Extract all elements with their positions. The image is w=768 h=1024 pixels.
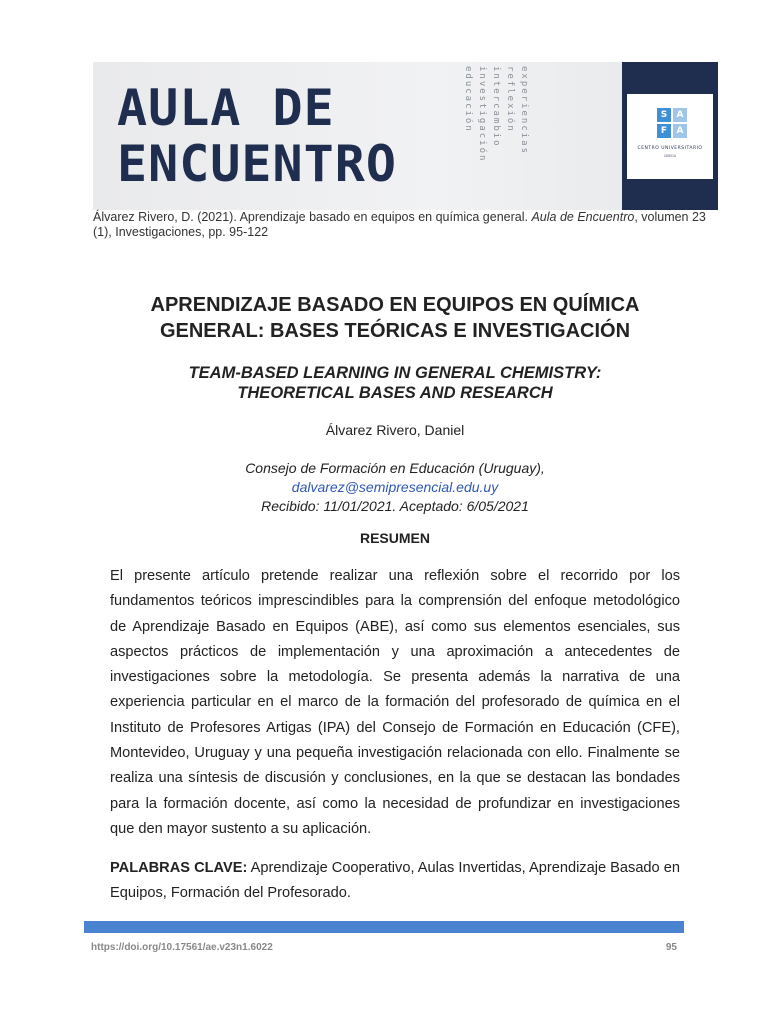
logo-cell: A — [673, 124, 687, 138]
keywords-label: PALABRAS CLAVE: — [110, 860, 248, 876]
doi-link[interactable]: https://doi.org/10.17561/ae.v23n1.6022 — [91, 942, 273, 953]
citation-text: Álvarez Rivero, D. (2021). Aprendizaje basado en equipos en química general. — [93, 210, 532, 224]
footer-bar — [84, 921, 684, 933]
journal-banner — [93, 62, 718, 210]
journal-title-line2: ENCUENTRO — [117, 135, 397, 193]
submission-dates: Recibido: 11/01/2021. Aceptado: 6/05/2021 — [261, 498, 529, 514]
journal-title-line1: AULA DE — [117, 79, 335, 137]
abstract-heading: RESUMEN — [359, 530, 430, 546]
keywords-text: Aprendizaje Cooperativo, Aulas Invertidas, Aprendizaje Basado en Equipos, Formación del Profesorado. — [110, 860, 680, 902]
author-email-link[interactable]: dalvarez@semipresencial.edu.uy — [291, 479, 499, 495]
logo-mark — [657, 108, 687, 138]
logo-cell: A — [673, 108, 687, 122]
logo-panel — [622, 62, 718, 210]
affiliation — [90, 459, 700, 516]
citation — [93, 210, 720, 240]
page-number: 95 — [665, 942, 677, 953]
logo-cell: F — [657, 124, 671, 138]
citation-journal: Aula de Encuentro — [531, 210, 635, 224]
vertical-keywords — [463, 66, 529, 206]
vertical-word: intercambio — [491, 66, 501, 148]
journal-title — [117, 80, 397, 192]
article-title-line2: GENERAL: BASES TEÓRICAS E INVESTIGACIÓN — [159, 320, 631, 342]
logo-cell: S — [657, 108, 671, 122]
article-title-line1: APRENDIZAJE BASADO EN EQUIPOS EN QUÍMICA — [150, 294, 640, 316]
vertical-word: reflexión — [505, 66, 515, 133]
article-title-english-line2: THEORETICAL BASES AND RESEARCH — [237, 384, 553, 402]
abstract-text: El presente artículo pretende realizar una reflexión sobre el recorrido por los fundamentos teóricos imprescindibles para la comprensión del enfoque metodológico de Aprendizaje Basado en Equipos (ABE), así como sus elementos esenciales, sus aspectos prácticos de implementación y una aproximación a antecedentes de investigaciones sobre la metodología. Se presenta además la narrativa de una experiencia particular en el marco de la formación del profesorado de química en el Instituto de Profesores Artigas (IPA) del Consejo de Formación en Educación (CFE), Montevideo, Uruguay y una pequeña investigación relacionada con ello. Finalmente se realiza una síntesis de discusión y conclusiones, en la que se destacan las bondades para la formación docente, así como la necesidad de profundizar en investigaciones que den mayor sustento a su aplicación. — [110, 568, 680, 837]
institution: Consejo de Formación en Educación (Uruguay), — [245, 460, 545, 476]
logo-caption: CENTRO UNIVERSITARIO — [637, 146, 703, 151]
article-title-english-line1: TEAM-BASED LEARNING IN GENERAL CHEMISTRY: — [188, 364, 602, 382]
citation-details: , volumen 23 (1), Investigaciones, pp. 95-122 — [93, 210, 706, 239]
article-title — [90, 292, 700, 344]
logo-subcaption: ÚBEDA — [663, 154, 677, 158]
vertical-word: experiencias — [519, 66, 529, 156]
keywords — [110, 856, 680, 907]
university-logo — [627, 94, 713, 179]
vertical-word: educación — [463, 66, 473, 133]
article-title-english — [90, 363, 700, 403]
author-name: Álvarez Rivero, Daniel — [325, 422, 465, 438]
vertical-word: investigación — [477, 66, 487, 163]
